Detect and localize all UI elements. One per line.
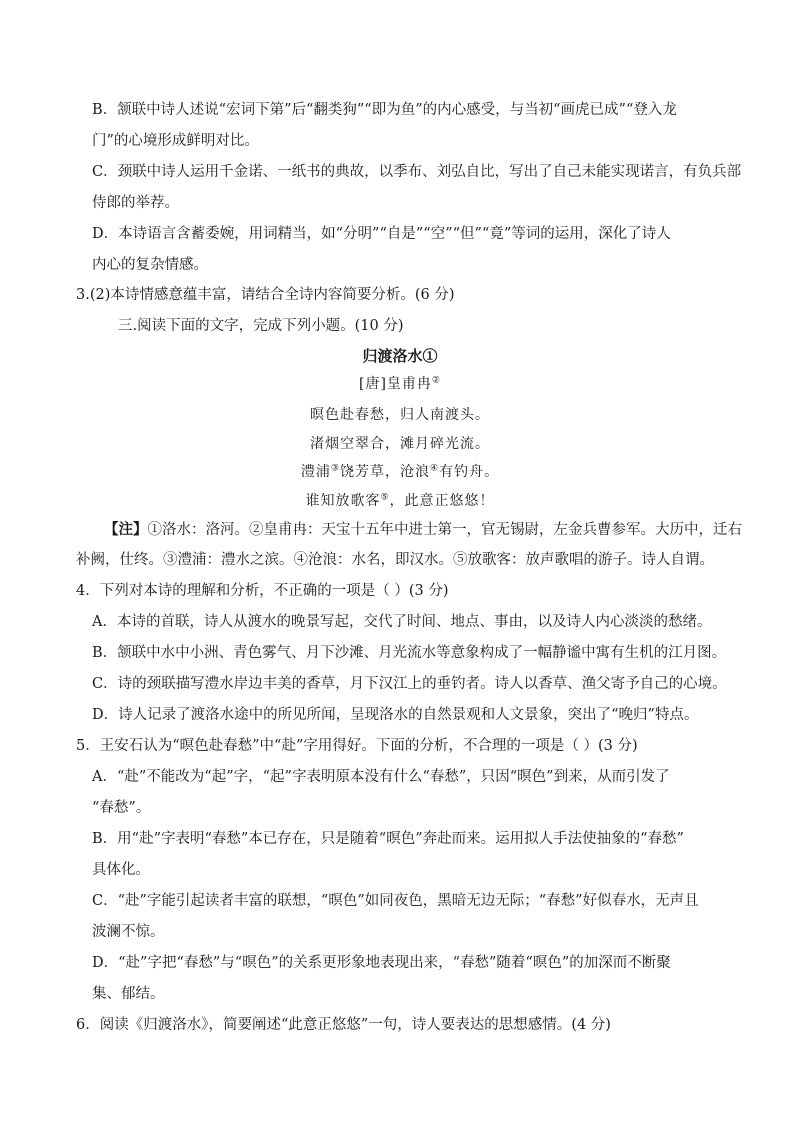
q3-option-c-line2: 侍郎的举荐。 [92, 195, 179, 211]
note-line-2: 补阙，仕终。③澧浦：澧水之滨。④沧浪：水名，即汉水。⑤放歌客：放声歌唱的游子。诗人自谓。 [76, 552, 714, 568]
q5-stem: 5．王安石认为“暝色赴春愁”中“赴”字用得好。下面的分析，不合理的一项是（ ）(3 分) [76, 738, 638, 754]
q3-option-d-line1: D．本诗语言含蓄委婉，用词精当，如“分明”“自是”“空”“但”“竟”等词的运用，深化了诗人 [92, 226, 671, 242]
poem-line-1: 暝色赴春愁，归人南渡头。 [310, 407, 490, 423]
q5-option-d-line1: D．“赴”字把“春愁”与“暝色”的关系更形象地表现出来，“春愁”随着“暝色”的加深而不断聚 [92, 955, 671, 971]
q3-option-c-line1: C．颈联中诗人运用千金诺、一纸书的典故，以季布、刘弘自比，写出了自己未能实现诺言，有负兵部 [92, 164, 742, 180]
poem-line-3: 澧浦③饶芳草，沧浪④有钓舟。 [300, 463, 500, 480]
q3-option-b-line2: 门”的心境形成鲜明对比。 [92, 133, 259, 149]
q3-option-d-line2: 内心的复杂情感。 [92, 257, 208, 273]
q4-option-a: A．本诗的首联，诗人从渡水的晚景写起，交代了时间、地点、事由，以及诗人内心淡淡的愁绪。 [92, 614, 712, 630]
q5-option-c-line1: C．“赴”字能引起读者丰富的联想，“暝色”如同夜色，黑暗无边无际；“春愁”好似春水，无声且 [92, 893, 699, 909]
poem-line-2: 渚烟空翠合，滩月碎光流。 [310, 436, 490, 452]
poem-title: 归渡洛水① [362, 347, 438, 365]
q4-option-d: D．诗人记录了渡洛水途中的所见所闻，呈现洛水的自然景观和人文景象，突出了“晚归”特点。 [92, 707, 699, 723]
q4-option-c: C．诗的颈联描写澧水岸边丰美的香草，月下汉江上的垂钓者。诗人以香草、渔父寄予自己的心境。 [92, 676, 727, 692]
section-3-heading: 三.阅读下面的文字，完成下列小题。(10 分) [118, 318, 404, 334]
q3-option-b-line1: B．颔联中诗人述说“宏词下第”后“翻类狗”“即为鱼”的内心感受，与当初“画虎已成”“登入龙 [92, 102, 677, 118]
q5-option-a-line1: A．“赴”不能改为“起”字，“起”字表明原本没有什么“春愁”，只因“暝色”到来，从而引发了 [92, 769, 670, 785]
poem-author: [唐]皇甫冉② [358, 375, 441, 392]
q3-2-question: 3.(2)本诗情感意蕴丰富，请结合全诗内容简要分析。(6 分) [76, 287, 455, 303]
q5-option-b-line2: 具体化。 [92, 862, 150, 878]
q5-option-d-line2: 集、郁结。 [92, 986, 165, 1002]
q4-stem: 4．下列对本诗的理解和分析，不正确的一项是（ ）(3 分) [76, 583, 449, 599]
q5-option-a-line2: “春愁”。 [92, 800, 151, 816]
note-line-1: 【注】①洛水：洛河。②皇甫冉：天宝十五年中进士第一，官无锡尉，左金兵曹参军。大历中，迁右 [104, 521, 742, 538]
q5-option-c-line2: 波澜不惊。 [92, 924, 165, 940]
q5-option-b-line1: B．用“赴”字表明“春愁”本已存在，只是随着“暝色”奔赴而来。运用拟人手法使抽象的“春愁” [92, 831, 684, 847]
q4-option-b: B．颔联中水中小洲、青色雾气、月下沙滩、月光流水等意象构成了一幅静谧中寓有生机的江月图。 [92, 645, 727, 661]
q6-question: 6．阅读《归渡洛水》，简要阐述“此意正悠悠”一句，诗人要表达的思想感情。(4 分) [76, 1017, 611, 1033]
poem-line-4: 谁知放歌客⑤，此意正悠悠！ [305, 492, 495, 509]
